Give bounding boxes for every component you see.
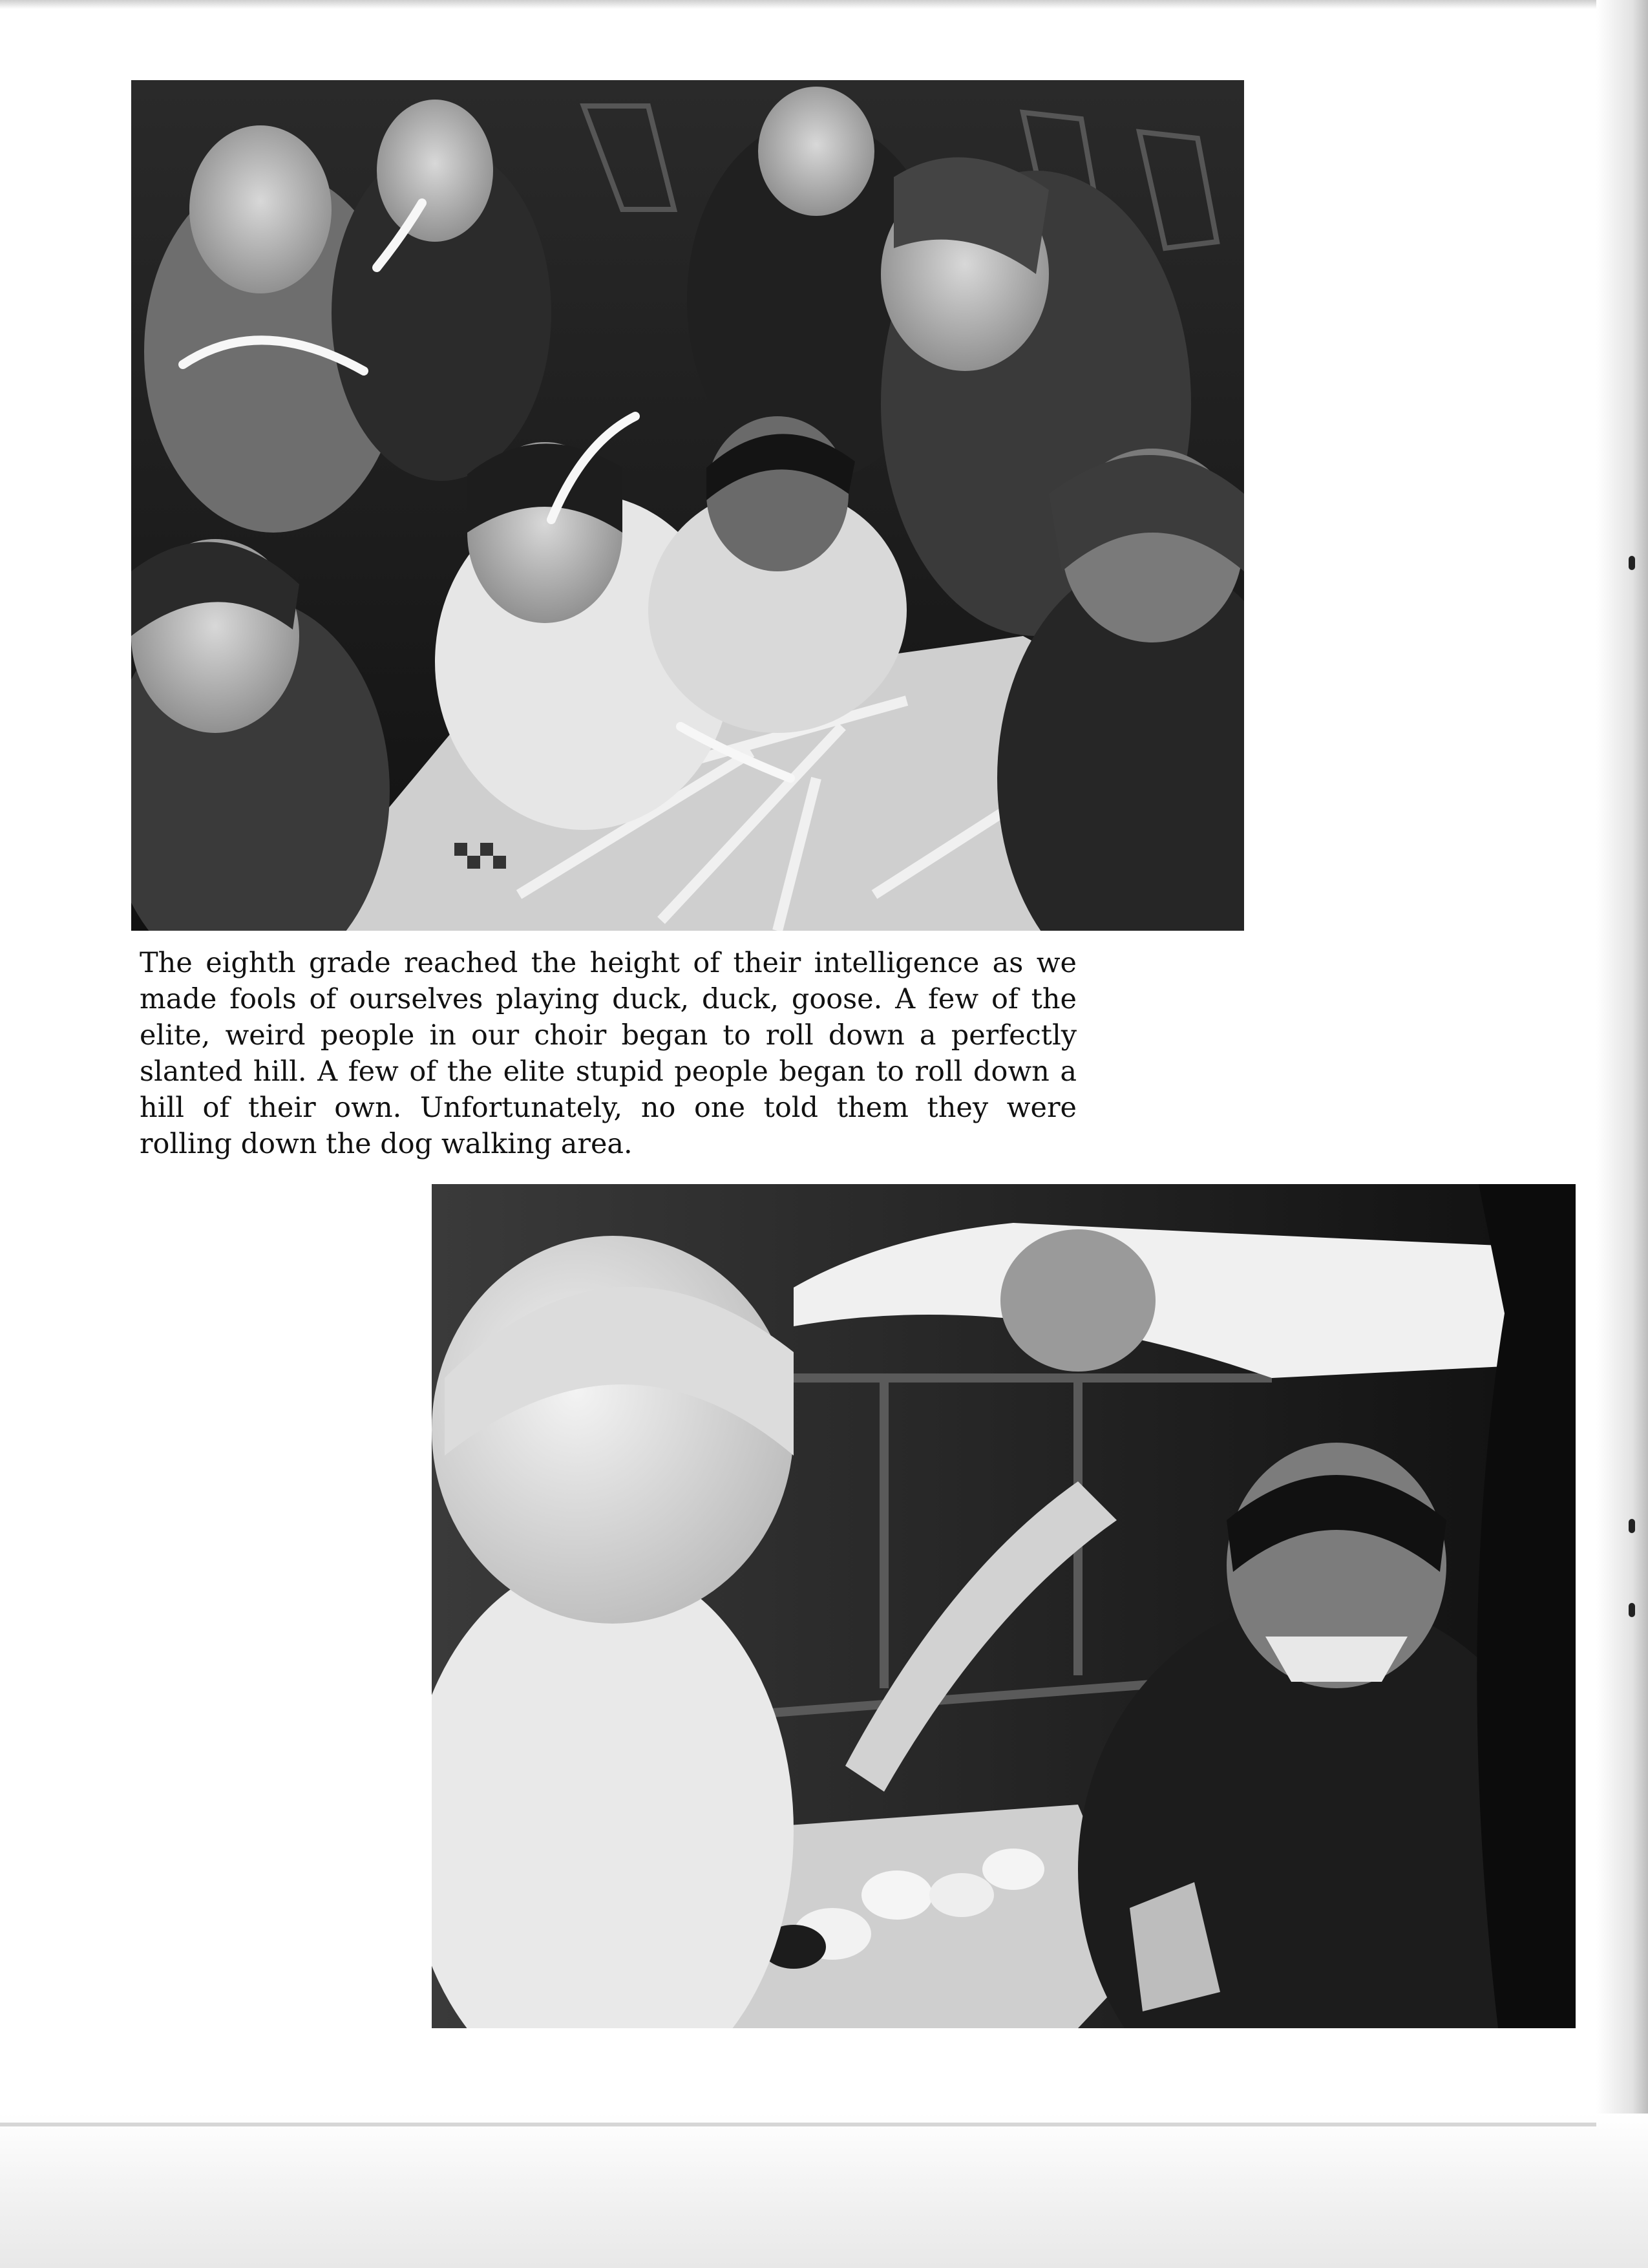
photo-caption: The eighth grade reached the height of their intelligence as we made fools of ourselves playing duck, duck, goose. A few of the elite, weird people in our choir began to roll down a perfectly slanted hill. A few of the elite stupid people began to roll down a hill of their own. Unfortunately, no one told them they were rolling down the dog walking area. <box>140 947 1077 1160</box>
margin-binding-mark <box>1629 1603 1635 1617</box>
page-fold-edge <box>1596 0 1648 2268</box>
margin-binding-mark <box>1629 556 1635 570</box>
photo-bottom-artwork <box>432 1184 1576 2028</box>
scan-top-edge <box>0 0 1648 9</box>
boys-with-animals-photo <box>432 1184 1576 2028</box>
group-craft-table-photo <box>131 80 1244 931</box>
margin-binding-mark <box>1629 1519 1635 1533</box>
photo-top-artwork <box>131 80 1244 931</box>
page-bottom-edge <box>0 2114 1648 2268</box>
